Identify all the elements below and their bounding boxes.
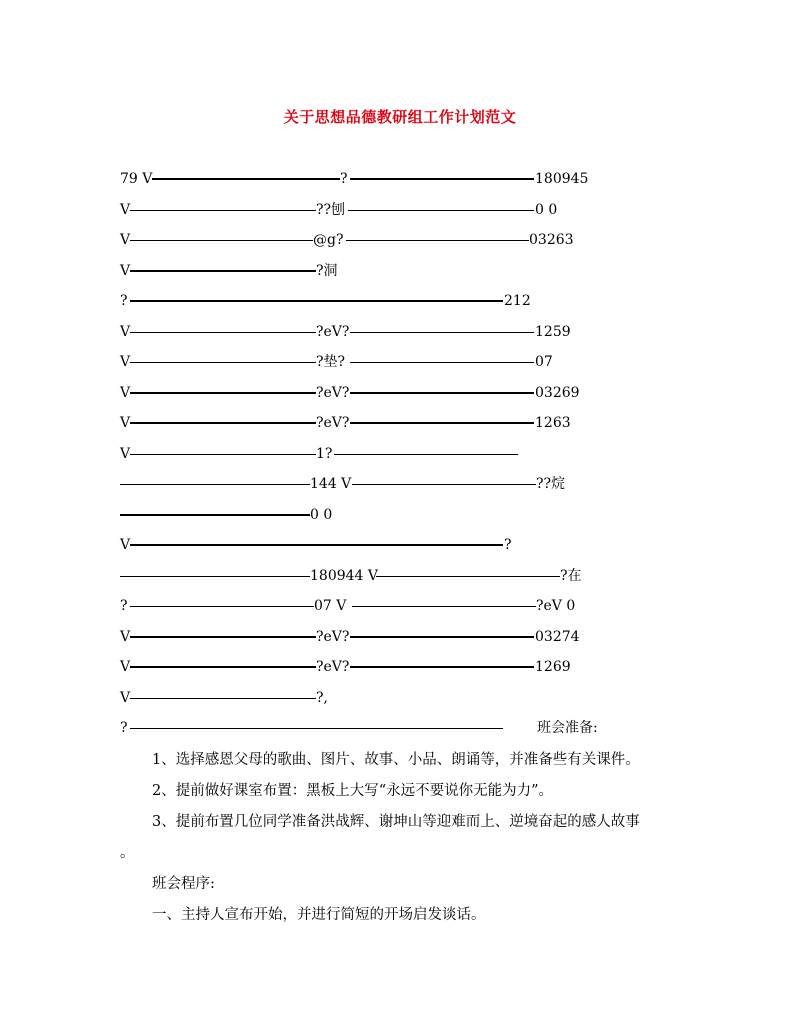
row-value: ?eV 0 <box>536 598 576 614</box>
data-row <box>120 596 600 616</box>
rule-line <box>130 392 316 394</box>
row-prefix: V <box>120 629 131 645</box>
rule-line <box>352 606 536 607</box>
rule-line <box>130 698 316 699</box>
row-prefix: V <box>120 324 131 340</box>
rule-line <box>348 210 534 211</box>
row-mid: ?eV? <box>316 415 350 431</box>
row-value: ? <box>504 537 512 553</box>
row-prefix: ? <box>120 598 128 614</box>
row-value: ??烷 <box>536 476 566 492</box>
row-mid: ?eV? <box>316 659 350 675</box>
row-value: 1263 <box>535 415 571 431</box>
rule-line <box>350 362 534 363</box>
row-value: 03269 <box>535 385 580 401</box>
data-row <box>120 230 600 250</box>
row-mid: ??刨 <box>316 202 346 218</box>
data-row <box>120 718 640 738</box>
row-mid: ?eV? <box>316 385 350 401</box>
row-value: 212 <box>504 293 531 309</box>
row-mid: @g? <box>313 232 344 248</box>
row-prefix: ? <box>120 720 128 736</box>
rule-line <box>334 454 518 455</box>
row-prefix: V <box>120 232 131 248</box>
row-prefix: V <box>120 354 131 370</box>
paragraph: 3、提前布置几位同学准备洪战辉、谢坤山等迎难而上、逆境奋起的感人故事 <box>152 814 640 830</box>
rule-line <box>346 240 529 241</box>
paragraph: 1、选择感恩父母的歌曲、图片、故事、小品、朗诵等，并准备些有关课件。 <box>152 752 640 768</box>
row-prefix: V <box>120 446 131 462</box>
rule-line <box>130 332 316 333</box>
row-prefix: 79 V <box>120 171 153 187</box>
rule-line <box>152 178 340 180</box>
row-prefix: V <box>120 263 131 279</box>
rule-line <box>130 728 503 729</box>
data-row <box>120 169 600 189</box>
rule-line <box>130 240 313 241</box>
rule-line <box>120 576 310 577</box>
row-mid: ? <box>340 171 348 187</box>
rule-line <box>350 392 534 394</box>
row-mid: ?垫? <box>316 354 346 370</box>
data-row <box>120 444 600 464</box>
row-value: 1259 <box>535 324 571 340</box>
data-row <box>120 352 600 372</box>
rule-line <box>120 484 310 485</box>
row-mid: ?, <box>316 690 328 706</box>
row-mid: 180944 V <box>310 568 379 584</box>
rule-line <box>130 422 316 424</box>
data-row <box>120 322 600 342</box>
rule-line <box>120 514 310 516</box>
data-row <box>120 505 600 525</box>
rule-line <box>350 636 534 638</box>
rule-line <box>130 454 316 455</box>
paragraph: 一、主持人宣布开始，并进行简短的开场启发谈话。 <box>152 907 486 923</box>
rule-line <box>130 270 316 272</box>
rule-line <box>350 332 534 333</box>
row-value: 180945 <box>535 171 589 187</box>
rule-line <box>350 666 534 668</box>
paragraph: 。 <box>120 845 135 861</box>
row-mid: 07 V <box>314 598 347 614</box>
row-mid: 1? <box>316 446 333 462</box>
data-row <box>120 291 600 311</box>
rule-line <box>130 300 503 302</box>
data-row <box>120 627 600 647</box>
rule-line <box>130 544 503 546</box>
data-row <box>120 383 600 403</box>
row-prefix: V <box>120 537 131 553</box>
row-mid: 0 0 <box>310 507 333 523</box>
data-row <box>120 261 600 281</box>
rule-line <box>130 362 316 363</box>
section-heading: 班会程序: <box>152 876 215 892</box>
row-prefix: V <box>120 690 131 706</box>
rule-line <box>376 576 560 577</box>
rule-line <box>350 422 534 424</box>
rule-line <box>352 484 536 485</box>
row-mid: ?eV? <box>316 324 350 340</box>
rule-line <box>130 210 316 211</box>
row-prefix: V <box>120 659 131 675</box>
row-value: 0 0 <box>535 202 558 218</box>
section-heading: 班会准备: <box>537 720 598 736</box>
row-mid: ?洞 <box>316 263 338 279</box>
row-value: 07 <box>535 354 553 370</box>
data-row <box>120 688 600 708</box>
row-prefix: V <box>120 202 131 218</box>
data-row <box>120 200 600 220</box>
rule-line <box>350 178 534 180</box>
row-value: 03263 <box>529 232 574 248</box>
data-row <box>120 474 600 494</box>
row-value: ?在 <box>560 568 582 584</box>
data-row <box>120 566 600 586</box>
data-row <box>120 657 600 677</box>
document-title: 关于思想品德教研组工作计划范文 <box>283 108 517 126</box>
data-row <box>120 413 600 433</box>
row-mid: 144 V <box>310 476 352 492</box>
rule-line <box>130 666 316 668</box>
row-prefix: ? <box>120 293 128 309</box>
row-prefix: V <box>120 385 131 401</box>
row-value: 03274 <box>535 629 580 645</box>
row-value: 1269 <box>535 659 571 675</box>
rule-line <box>130 636 316 638</box>
data-row <box>120 535 600 555</box>
rule-line <box>130 606 314 607</box>
row-mid: ?eV? <box>316 629 350 645</box>
row-prefix: V <box>120 415 131 431</box>
paragraph: 2、提前做好课室布置：黑板上大写“永远不要说你无能为力”。 <box>152 783 554 799</box>
